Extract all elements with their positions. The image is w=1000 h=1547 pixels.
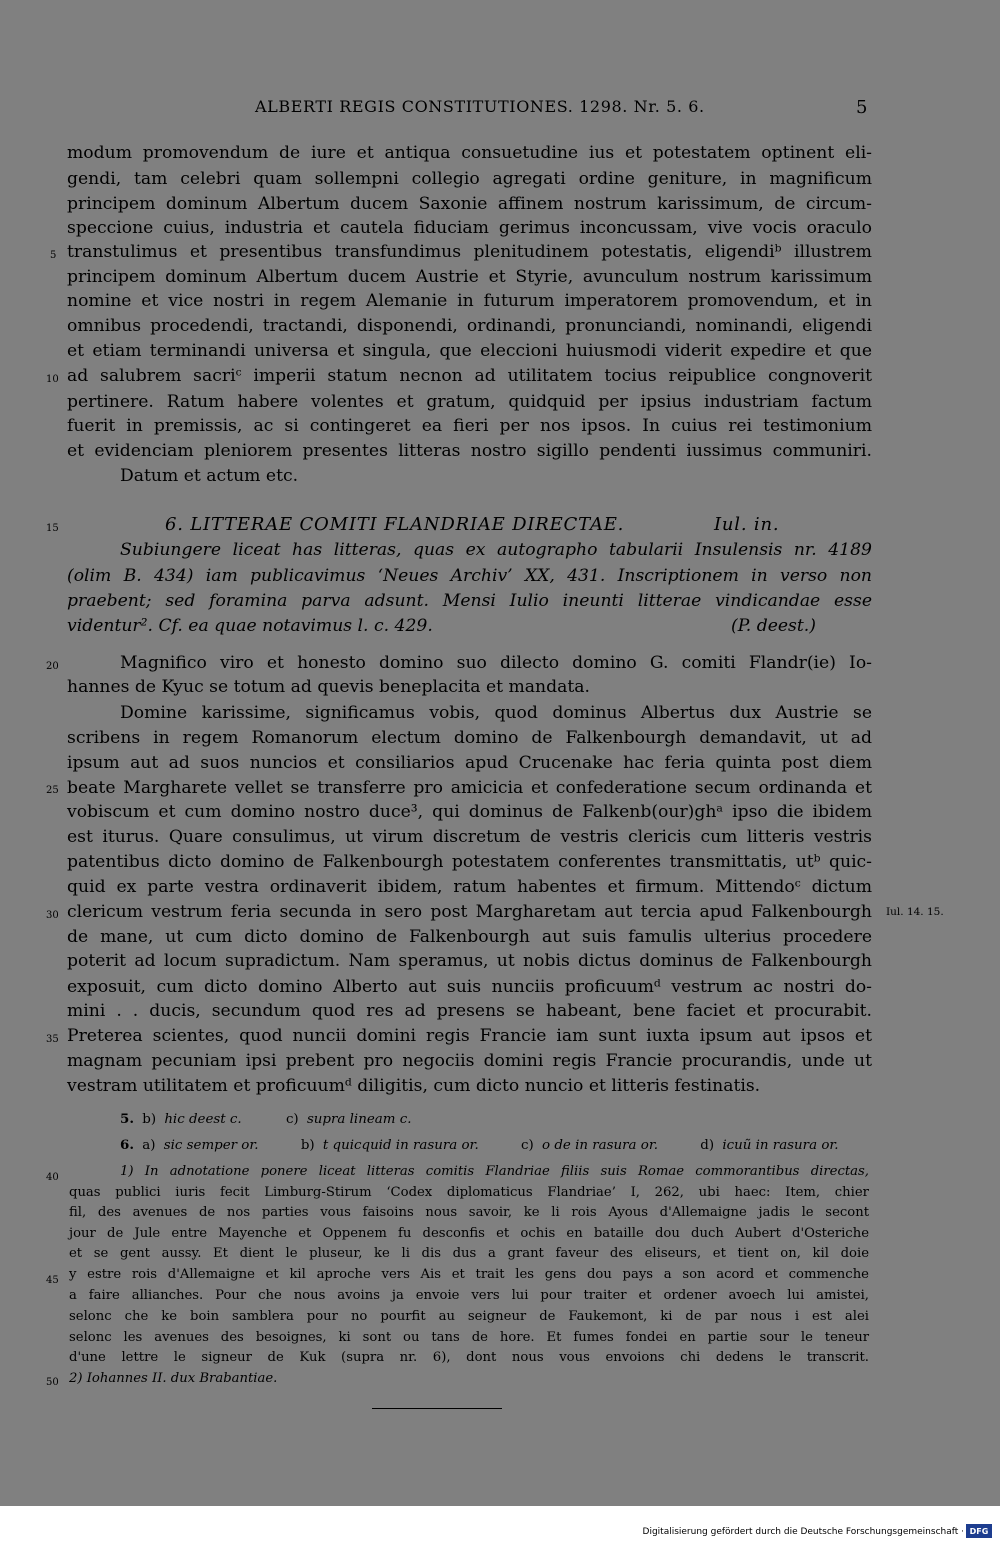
text-line: patentibus dicto domino de Falkenbourgh potestatem conferentes transmittatis, utᵇ quic- <box>67 852 872 872</box>
page-number: 5 <box>856 97 869 118</box>
line-number: 40 <box>46 1172 59 1183</box>
note-text: hic deest c. <box>164 1112 242 1127</box>
textual-note-6 <box>120 1137 839 1153</box>
text-line: pertinere. Ratum habere volentes et gratum, quidquid per ipsius industriam factum <box>67 392 872 412</box>
line-number: 45 <box>46 1275 59 1286</box>
footnote-line: y estre rois d'Allemaigne et kil aproche vers Ais et trait les gens dou pays a son acord et commenche <box>69 1267 869 1282</box>
intro-line: praebent; sed foramina parva adsunt. Mensi Iulio ineunti litterae vindicandae esse <box>67 591 872 611</box>
line-number: 30 <box>46 910 59 921</box>
text-line: omnibus procedendi, tractandi, disponendi, ordinandi, pronunciandi, nominandi, eligendi <box>67 316 872 336</box>
text-line: et evidenciam pleniorem presentes litteras nostro sigillo pendenti iussimus communiri. <box>67 441 872 461</box>
text-line: principem dominum Albertum ducem Saxonie affinem nostrum karissimum, de circum- <box>67 194 872 214</box>
line-number: 5 <box>50 250 57 261</box>
text-line: fuerit in premissis, ac si contingeret ea fieri per nos ipsos. In cuius rei testimonium <box>67 416 872 436</box>
footnote-line: quas publici iuris fecit Limburg-Stirum ‘Codex diplomaticus Flandriae’ I, 262, ubi haec: Item, chier <box>69 1185 869 1200</box>
footnote-line: selonc les avenues des besoignes, ki sont ou tans de hore. Et fumes fondei en partie sour le teneur <box>69 1330 869 1345</box>
footnote-line: et se gent aussy. Et dient le pluseur, ke li dis dus a grant faveur des eliseurs, et tient on, kil doie <box>69 1246 869 1261</box>
text-line: vobiscum et cum domino nostro duce³, qui dominus de Falkenb(our)ghᵃ ipso die ibidem <box>67 802 872 822</box>
note-text: supra lineam c. <box>306 1112 412 1127</box>
footnote-line: jour de Jule entre Mayenche et Oppenem fu desconfis et ochis en bataille dou duch Aubert d'Osteriche <box>69 1226 869 1241</box>
line-number: 10 <box>46 374 59 385</box>
textual-note-5 <box>120 1111 411 1127</box>
text-line: Domine karissime, significamus vobis, quod dominus Albertus dux Austrie se <box>120 703 872 723</box>
text-line: quid ex parte vestra ordinaverit ibidem, ratum habentes et firmum. Mittendoᶜ dictum <box>67 877 872 897</box>
text-line: Datum et actum etc. <box>120 466 299 486</box>
text-line: vestram utilitatem et proficuumᵈ diligitis, cum dicto nuncio et litteris festinatis. <box>67 1076 761 1096</box>
closing-rule <box>372 1408 502 1409</box>
footnote-line: fil, des avenues de nos parties vous faisoins nous savoir, ke li rois Ayous d'Allemaigne jadis le secont <box>69 1205 869 1220</box>
note-siglum: d) <box>700 1138 715 1153</box>
line-number: 50 <box>46 1377 59 1388</box>
text-line: gendi, tam celebri quam sollempni collegio agregati ordine geniture, in magnificum <box>67 169 872 189</box>
note-text: o de in rasura or. <box>542 1138 659 1153</box>
note-text: icuũ in rasura or. <box>722 1138 839 1153</box>
note-number: 5. <box>120 1111 134 1127</box>
text-line: ipsum aut ad suos nuncios et consiliarios apud Crucenake hac feria quinta post diem <box>67 753 872 773</box>
section-date: Iul. in. <box>714 514 780 535</box>
text-line: Preterea scientes, quod nuncii domini regis Francie iam sunt iuxta ipsum aut ipsos et <box>67 1026 872 1046</box>
margin-date-note: Iul. 14. 15. <box>886 906 944 918</box>
intro-line: (olim B. 434) iam publicavimus ‘Neues Archiv’ XX, 431. Inscriptionem in verso non <box>67 566 872 586</box>
line-number: 25 <box>46 785 59 796</box>
footnote-line: a faire allianches. Pour che nous avoins ja envoie vers lui pour traiter et ordener avoech lui amistei, <box>69 1288 869 1303</box>
text-line: transtulimus et presentibus transfundimus plenitudinem potestatis, eligendiᵇ illustrem <box>67 242 872 262</box>
text-line: modum promovendum de iure et antiqua consuetudine ius et potestatem optinent eli- <box>67 143 872 163</box>
funding-credit: Digitalisierung gefördert durch die Deutsche Forschungsgemeinschaft · <box>642 1527 964 1537</box>
note-siglum: a) <box>142 1138 156 1153</box>
line-number: 35 <box>46 1034 59 1045</box>
running-title: ALBERTI REGIS CONSTITUTIONES. 1298. Nr. 5. 6. <box>255 97 705 116</box>
intro-line: videntur². Cf. ea quae notavimus l. c. 429. <box>67 616 433 636</box>
line-number: 20 <box>46 661 59 672</box>
text-line: beate Margharete vellet se transferre pro amicicia et confederatione secum ordinanda et <box>67 778 872 798</box>
text-line: scribens in regem Romanorum electum domino de Falkenbourgh demandavit, ut ad <box>67 728 872 748</box>
note-siglum: b) <box>142 1112 157 1127</box>
text-line: Magnifico viro et honesto domino suo dilecto domino G. comiti Flandr(ie) Io- <box>120 653 872 673</box>
text-line: de mane, ut cum dicto domino de Falkenbourgh aut suis famulis ulterius procedere <box>67 927 872 947</box>
section-heading: 6. LITTERAE COMITI FLANDRIAE DIRECTAE. <box>165 514 625 535</box>
text-line: et etiam terminandi universa et singula, que eleccioni huiusmodi viderit expedire et que <box>67 341 872 361</box>
text-line: clericum vestrum feria secunda in sero post Margharetam aut tercia apud Falkenbourgh <box>67 902 872 922</box>
text-line: est iturus. Quare consulimus, ut virum discretum de vestris clericis cum litteris vestris <box>67 827 872 847</box>
note-siglum: c) <box>285 1112 299 1127</box>
intro-line: Subiungere liceat has litteras, quas ex autographo tabularii Insulensis nr. 4189 <box>120 540 872 560</box>
text-line: ad salubrem sacriᶜ imperii statum necnon ad utilitatem tocius reipublice congnoverit <box>67 366 872 386</box>
intro-siglum: (P. deest.) <box>731 616 816 636</box>
note-siglum: b) <box>300 1138 315 1153</box>
text-line: exposuit, cum dicto domino Alberto aut suis nunciis proficuumᵈ vestrum ac nostri do- <box>67 977 872 997</box>
footnote-line: d'une lettre le signeur de Kuk (supra nr. 6), dont nous vous envoions chi dedens le transcrit. <box>69 1350 869 1365</box>
footnote-line: selonc che ke boin samblera pour no pourfit au seigneur de Faukemont, ki de par nous i est alei <box>69 1309 869 1324</box>
note-text: t quicquid in rasura or. <box>322 1138 479 1153</box>
line-number: 15 <box>46 523 59 534</box>
text-line: mini . . ducis, secundum quod res ad presens se habeant, bene faciet et procurabit. <box>67 1001 872 1021</box>
text-line: poterit ad locum supradictum. Nam speramus, ut nobis dictus dominus de Falkenbourgh <box>67 951 872 971</box>
note-text: sic semper or. <box>163 1138 259 1153</box>
text-line: magnam pecuniam ipsi prebent pro negociis domini regis Francie procurandis, unde ut <box>67 1051 872 1071</box>
dfg-logo-icon: DFG <box>966 1524 992 1538</box>
text-line: principem dominum Albertum ducem Austrie et Styrie, avunculum nostrum karissimum <box>67 267 872 287</box>
note-siglum: c) <box>521 1138 534 1153</box>
footnote-line: 1) In adnotatione ponere liceat litteras comitis Flandriae filiis suis Romae commorantibus directas, <box>120 1164 869 1179</box>
text-line: speccione cuius, industria et cautela fiduciam gerimus inconcussam, vive vocis oraculo <box>67 218 872 238</box>
text-line: hannes de Kyuc se totum ad quevis beneplacita et mandata. <box>67 677 590 697</box>
footnote-line: 2) Iohannes II. dux Brabantiae. <box>69 1371 278 1386</box>
note-number: 6. <box>120 1137 134 1153</box>
text-line: nomine et vice nostri in regem Alemanie in futurum imperatorem promovendum, et in <box>67 291 872 311</box>
